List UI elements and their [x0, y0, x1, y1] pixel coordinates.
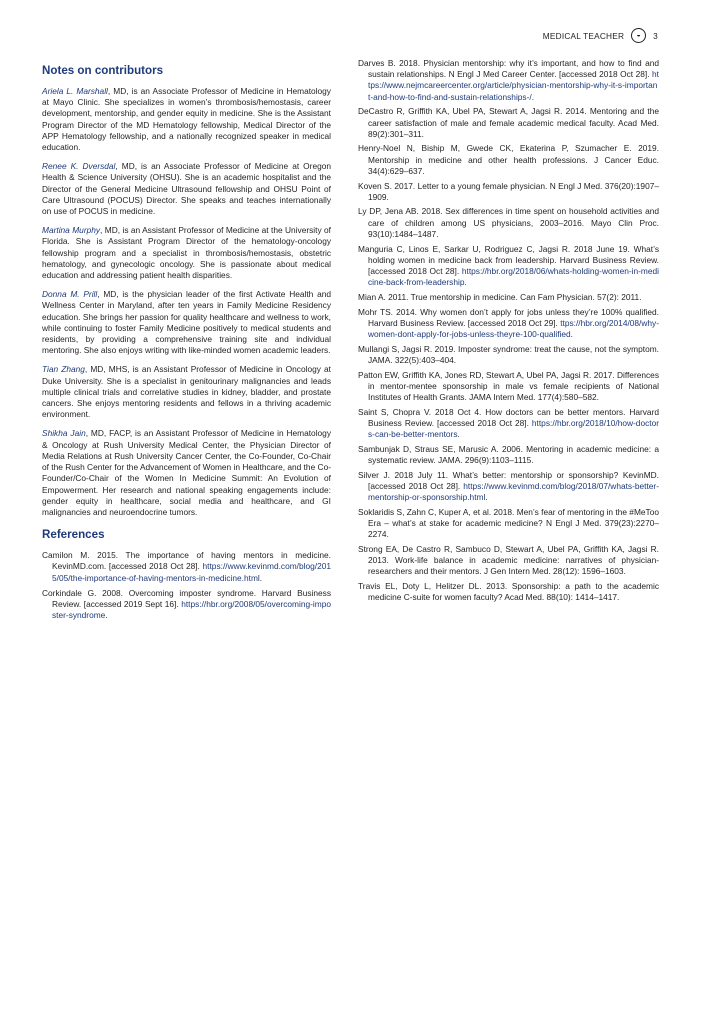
reference-text: Manguria C, Linos E, Sarkar U, Rodriguez C, Jagsi R. 2018 June 19. What’s holding women in medicine back from leadership. Harvard Business Review. [accessed 2018 Oct 28].: [358, 243, 659, 276]
references-list-left: [42, 550, 331, 621]
reference-text: Mohr TS. 2014. Why women don’t apply for jobs unless they’re 100% qualified. Harvard Business Review. [accessed 2018 Oct 29].: [358, 306, 659, 328]
reference-item: [358, 581, 659, 603]
reference-link[interactable]: https://hbr.org/2018/10/how-doctors-can-be-better-mentors: [368, 417, 659, 440]
reference-text: Mullangi S, Jagsi R. 2019. Imposter syndrome: treat the cause, not the symptom. JAMA. 322(5):403–404.: [358, 343, 659, 365]
reference-item: [42, 588, 331, 622]
contributor-name: Tian Zhang: [42, 364, 85, 375]
references-list-right: [358, 58, 659, 603]
reference-text: Darves B. 2018. Physician mentorship: why it’s important, and how to find and sustain relationships. N Engl J Med Career Center. [accessed 2018 Oct 28].: [358, 58, 659, 80]
reference-item: [358, 370, 659, 404]
reference-link[interactable]: https://www.nejmcareercenter.org/article/physician-mentorship-why-it-s-important-and-how-to-find-and-sustain-relationships-/: [368, 69, 659, 102]
reference-trailing: .: [570, 328, 573, 339]
reference-trailing: .: [457, 429, 460, 440]
reference-item: [358, 407, 659, 441]
reference-link[interactable]: ttps://hbr.org/2014/08/why-women-dont-apply-for-jobs-unless-theyre-100-qualified: [368, 317, 659, 339]
reference-link[interactable]: https://hbr.org/2018/06/whats-holding-women-in-medicine-back-from-leadership: [368, 265, 659, 288]
contributor-bio: [42, 289, 331, 356]
reference-item: [358, 58, 659, 103]
reference-trailing: .: [259, 572, 263, 583]
reference-text: Sambunjak D, Straus SE, Marusic A. 2006. Mentoring in academic medicine: a systematic review. JAMA. 296(9):1103–1115.: [358, 443, 659, 465]
reference-item: [358, 292, 659, 303]
reference-item: [358, 544, 659, 578]
reference-text: DeCastro R, Griffith KA, Ubel PA, Stewart A, Jagsi R. 2014. Mentoring and the career satisfaction of male and female academic medical faculty. Acad Med. 89(2):301–311.: [358, 106, 659, 139]
reference-text: Silver J. 2018 July 11. What’s better: mentorship or sponsorship? KevinMD. [accessed 2018 Oct 28].: [358, 469, 659, 491]
reference-text: Camilon M. 2015. The importance of having mentors in medicine. KevinMD.com. [accessed 2018 Oct 28].: [42, 550, 331, 572]
reference-text: Mian A. 2011. True mentorship in medicine. Can Fam Physician. 57(2): 2011.: [358, 291, 642, 302]
reference-text: Henry-Noel N, Biship M, Gwede CK, Ekaterina P, Szumacher E. 2019. Mentorship in medicine and other health professions. J Cancer Educ. 34(4):629–637.: [358, 143, 659, 176]
reference-item: [358, 470, 659, 504]
journal-logo-icon: ◒: [631, 28, 646, 43]
reference-trailing: .: [531, 91, 535, 102]
reference-item: [358, 507, 659, 541]
contributor-bio: [42, 364, 331, 420]
contributor-bio: [42, 225, 331, 281]
contributor-description: , MD, MHS, is an Assistant Professor of Medicine in Oncology at Duke University. She is a specialist in genitourinary malignancies and leads multiple clinical trials and correlative studies in kidney, bladder, and prostate cancers. She enjoys mentoring residents and fellows in a thriving academic environment.: [42, 364, 331, 420]
contributor-name: Shikha Jain: [42, 428, 86, 439]
running-header: [543, 28, 658, 43]
contributor-bio: [42, 428, 331, 518]
contributors-heading: Notes on contributors: [42, 64, 164, 77]
reference-item: [358, 106, 659, 140]
reference-link[interactable]: https://www.kevinmd.com/blog/2018/07/whats-better-mentorship-or-sponsorship.html: [368, 480, 659, 503]
contributor-description: , MD, is the physician leader of the first Activate Health and Wellness Center in Maryland, after ten years in Family Medicine Residency education. She brings her passion for quality healthcare and wellness to work, while continuing to foster Family Medicine positively to medical students and residents, by providing a comprehensive training site and individual mentoring. She also enjoys writing with like-minded women academic leaders.: [42, 289, 331, 356]
reference-trailing: .: [464, 277, 467, 288]
reference-item: [358, 181, 659, 203]
contributors-list: [42, 86, 331, 518]
reference-item: [358, 307, 659, 341]
reference-text: Saint S, Chopra V. 2018 Oct 4. How doctors can be better mentors. Harvard Business Review. [accessed 2018 Oct 28].: [358, 406, 659, 428]
journal-title: MEDICAL TEACHER: [542, 30, 625, 41]
left-column: [42, 58, 331, 625]
references-heading: References: [42, 528, 105, 542]
contributor-bio: [42, 86, 331, 153]
reference-text: Patton EW, Griffith KA, Jones RD, Stewart A, Ubel PA, Jagsi R. 2017. Differences in mentor-mentee sponsorship in male vs female recipients of National Institutes of Health Grants. JAMA Intern Med. 177(4):580–582.: [358, 369, 659, 402]
page-number: 3: [653, 30, 658, 41]
contributor-name: Renee K. Dversdal: [42, 161, 116, 172]
reference-text: Soklaridis S, Zahn C, Kuper A, et al. 2018. Men’s fear of mentoring in the #MeToo Era – what’s at stake for academic medicine? N Engl J Med. 379(23):2270–2274.: [358, 506, 659, 540]
reference-text: Corkindale G. 2008. Overcoming imposter syndrome. Harvard Business Review. [accessed 2019 Sept 16].: [42, 587, 331, 609]
right-column: [358, 58, 659, 607]
reference-text: Travis EL, Doty L, Helitzer DL. 2013. Sponsorship: a path to the academic medicine C-suite for women faculty? Acad Med. 88(10): 1414–1417.: [358, 581, 659, 603]
reference-item: [358, 444, 659, 466]
reference-text: Strong EA, De Castro R, Sambuco D, Stewart A, Ubel PA, Griffith KA, Jagsi R. 2013. Work-life balance in academic medicine: narratives of physician-researchers and their mentors. J Gen Intern Med. 28(12): 1596–1603.: [358, 543, 659, 577]
reference-item: [358, 344, 659, 366]
reference-item: [358, 244, 659, 289]
reference-item: [358, 206, 659, 240]
reference-item: [42, 550, 331, 584]
reference-trailing: .: [105, 610, 108, 621]
reference-text: Ly DP, Jena AB. 2018. Sex differences in time spent on household activities and care of children among US physicians, 2003–2016. Mayo Clin Proc. 93(10):1484–1487.: [358, 206, 659, 239]
contributor-name: Martina Murphy: [42, 225, 101, 236]
contributor-bio: [42, 161, 331, 217]
contributor-description: , MD, FACP, is an Assistant Professor of Medicine in Hematology & Oncology at Rush University Medical Center, the Physician Director of Media Relations at Rush University Cancer Center, the Co-Founder, Co-Chair of the Rush Center for the Advancement of Women in Healthcare, and the Co-Founder/Co-Chair of the Women In Medicine Summit: An Evolution of Empowerment. Her research and national speaking engagements include: gender equity in healthcare, social media and healthcare, and GI malignancies and neuroendocrine tumors.: [42, 428, 331, 517]
contributor-description: , MD, is an Associate Professor of Medicine at Oregon Health & Science University (OHSU). She is an academic hospitalist and the Director of the General Medicine Ultrasound fellowship and OHSU Point of Care Ultrasound (POCUS) Director. She speaks and teaches internationally on use of POCUS in medicine.: [42, 161, 331, 217]
contributor-description: , MD, is an Associate Professor of Medicine in Hematology at Mayo Clinic. She specializes in women’s thrombosis/hemostasis, career development, mentorship, and gender equity in medicine. She is the Assistant Program Director of the MD Hematology fellowship, Medical Director of the APP Hematology fellowship, and a nationally recognized speaker in medical education.: [42, 86, 331, 153]
contributor-description: , MD, is an Assistant Professor of Medicine at the University of Florida. She is Assistant Program Director of the hematology-oncology fellowship program and a specialist in thrombosis/hemostasis, obstetric hematology, and gynecologic oncology. She is passionate about medical education and addressing patient health disparities.: [42, 225, 331, 281]
reference-trailing: .: [485, 492, 488, 503]
contributor-name: Donna M. Prill: [42, 289, 98, 300]
reference-link[interactable]: https://hbr.org/2008/05/overcoming-imposter-syndrome: [52, 598, 331, 621]
reference-text: Koven S. 2017. Letter to a young female physician. N Engl J Med. 376(20):1907–1909.: [358, 180, 659, 202]
reference-item: [358, 143, 659, 177]
reference-link[interactable]: https://www.kevinmd.com/blog/2015/05/the-importance-of-having-mentors-in-medicine.html: [52, 561, 331, 583]
contributor-name: Ariela L. Marshall: [42, 86, 108, 96]
